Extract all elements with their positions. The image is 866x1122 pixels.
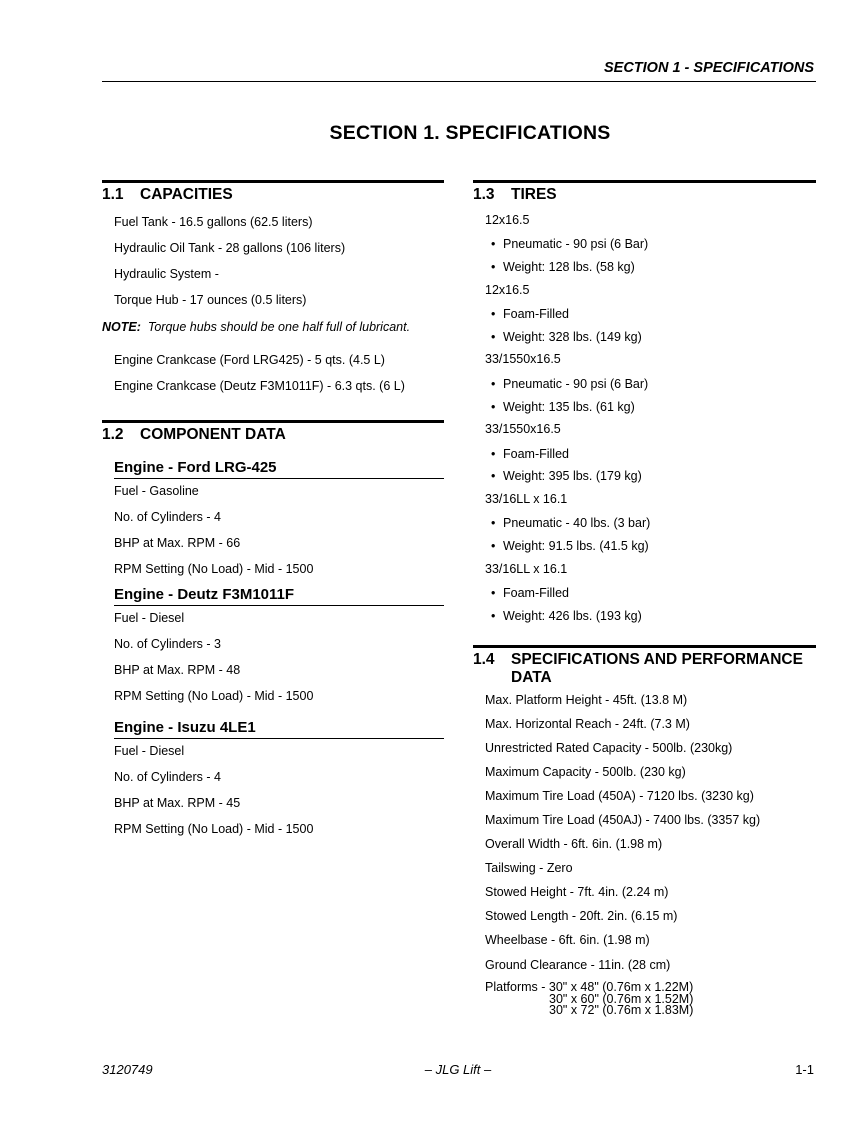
engine-spec: RPM Setting (No Load) - Mid - 1500: [114, 689, 314, 703]
tire-size: 12x16.5: [485, 213, 530, 227]
engine-spec: BHP at Max. RPM - 45: [114, 796, 241, 810]
section-number: 1.4: [473, 651, 495, 668]
tire-spec: • Foam-Filled: [491, 586, 816, 600]
section-1-1-heading: [102, 180, 444, 204]
section-1-4-heading: [473, 645, 816, 687]
tire-spec: • Weight: 128 lbs. (58 kg): [491, 260, 816, 274]
tire-size: 33/1550x16.5: [485, 422, 561, 436]
section-1-2-heading: [102, 420, 444, 444]
footer-center: – JLG Lift –: [424, 1062, 492, 1077]
tire-size: 33/16LL x 16.1: [485, 492, 568, 506]
engine-heading: Engine - Ford LRG-425: [114, 459, 444, 479]
note-text: Torque hubs should be one half full of lubricant.: [147, 320, 411, 334]
section-title: COMPONENT DATA: [140, 426, 286, 443]
platforms-spec: [485, 982, 816, 1017]
left-column: [102, 180, 444, 836]
running-header: SECTION 1 - SPECIFICATIONS: [603, 60, 814, 76]
note: [102, 320, 444, 334]
page-title: SECTION 1. SPECIFICATIONS: [329, 122, 611, 144]
section-title-line: SPECIFICATIONS AND PERFORMANCE: [511, 651, 803, 668]
spec-item: Max. Horizontal Reach - 24ft. (7.3 M): [485, 717, 690, 731]
engine-spec: RPM Setting (No Load) - Mid - 1500: [114, 562, 314, 576]
tire-size: 12x16.5: [485, 283, 530, 297]
tire-spec: • Weight: 91.5 lbs. (41.5 kg): [491, 539, 816, 553]
capacity-item: Fuel Tank - 16.5 gallons (62.5 liters): [114, 215, 313, 229]
tire-spec: • Weight: 135 lbs. (61 kg): [491, 400, 816, 414]
spec-item: Unrestricted Rated Capacity - 500lb. (230kg): [485, 741, 733, 755]
spec-item: Stowed Height - 7ft. 4in. (2.24 m): [485, 885, 669, 899]
tire-spec: • Weight: 426 lbs. (193 kg): [491, 609, 816, 623]
note-label: NOTE:: [102, 320, 141, 334]
tire-spec: • Pneumatic - 90 psi (6 Bar): [491, 377, 816, 391]
engine-spec: No. of Cylinders - 4: [114, 770, 221, 784]
capacity-item: Hydraulic Oil Tank - 28 gallons (106 liters): [114, 241, 346, 255]
capacity-item: Engine Crankcase (Ford LRG425) - 5 qts. (4.5 L): [114, 353, 385, 367]
spec-item: Wheelbase - 6ft. 6in. (1.98 m): [485, 933, 650, 947]
spec-item: Stowed Length - 20ft. 2in. (6.15 m): [485, 909, 678, 923]
section-title: CAPACITIES: [140, 186, 233, 203]
spec-item: Overall Width - 6ft. 6in. (1.98 m): [485, 837, 663, 851]
capacity-item: Hydraulic System -: [114, 267, 219, 281]
tire-spec: • Weight: 395 lbs. (179 kg): [491, 469, 816, 483]
platform-line: Platforms - 30" x 48" (0.76m x 1.22M): [485, 980, 694, 994]
engine-heading: Engine - Isuzu 4LE1: [114, 719, 444, 739]
tire-size: 33/16LL x 16.1: [485, 562, 568, 576]
tire-spec: • Weight: 328 lbs. (149 kg): [491, 330, 816, 344]
engine-spec: BHP at Max. RPM - 66: [114, 536, 241, 550]
tire-spec: • Pneumatic - 40 lbs. (3 bar): [491, 516, 816, 530]
footer-page-number: 1-1: [795, 1062, 814, 1077]
tire-spec: • Foam-Filled: [491, 447, 816, 461]
spec-item: Tailswing - Zero: [485, 861, 573, 875]
platform-line: 30" x 60" (0.76m x 1.52M): [549, 991, 694, 1006]
spec-item: Max. Platform Height - 45ft. (13.8 M): [485, 693, 688, 707]
section-number: 1.3: [473, 186, 495, 203]
spec-item: Maximum Tire Load (450A) - 7120 lbs. (3230 kg): [485, 789, 754, 803]
platform-line: 30" x 72" (0.76m x 1.83M): [549, 1003, 694, 1017]
tire-spec: • Foam-Filled: [491, 307, 816, 321]
section-number: 1.1: [102, 186, 124, 203]
section-number: 1.2: [102, 426, 124, 443]
engine-spec: Fuel - Diesel: [114, 611, 185, 625]
engine-spec: Fuel - Diesel: [114, 744, 185, 758]
tire-spec: • Pneumatic - 90 psi (6 Bar): [491, 237, 816, 251]
spec-item: Maximum Capacity - 500lb. (230 kg): [485, 765, 686, 779]
capacity-item: Torque Hub - 17 ounces (0.5 liters): [114, 293, 307, 307]
header-rule: [102, 81, 816, 82]
spec-item: Ground Clearance - 11in. (28 cm): [485, 958, 671, 972]
capacity-item: Engine Crankcase (Deutz F3M1011F) - 6.3 qts. (6 L): [114, 379, 405, 393]
section-title-line: DATA: [511, 669, 552, 686]
right-column: [473, 180, 816, 1017]
engine-spec: Fuel - Gasoline: [114, 484, 199, 498]
section-1-3-heading: [473, 180, 816, 204]
engine-heading: Engine - Deutz F3M1011F: [114, 586, 444, 606]
footer-doc-number: 3120749: [102, 1062, 153, 1077]
engine-spec: RPM Setting (No Load) - Mid - 1500: [114, 822, 314, 836]
engine-spec: BHP at Max. RPM - 48: [114, 663, 241, 677]
engine-spec: No. of Cylinders - 4: [114, 510, 221, 524]
engine-spec: No. of Cylinders - 3: [114, 637, 221, 651]
section-title: TIRES: [511, 186, 557, 203]
spec-item: Maximum Tire Load (450AJ) - 7400 lbs. (3357 kg): [485, 813, 761, 827]
section-title: [511, 651, 803, 687]
tire-size: 33/1550x16.5: [485, 352, 561, 366]
